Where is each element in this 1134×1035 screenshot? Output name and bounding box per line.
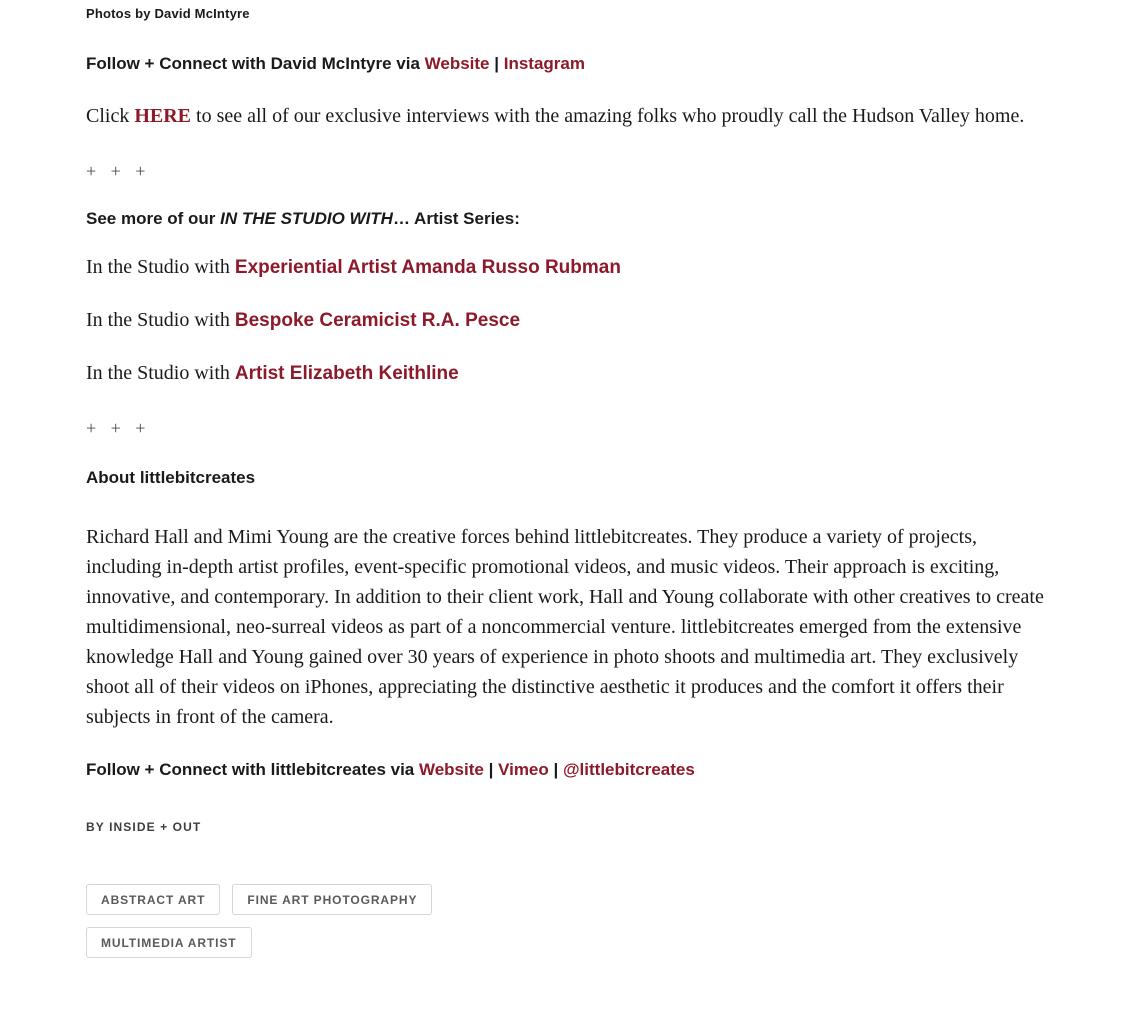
littlebit-instagram-link[interactable]: @littlebitcreates xyxy=(562,759,695,779)
follow-littlebitcreates-line xyxy=(86,732,1048,780)
studio-link-prefix: In the Studio with xyxy=(86,308,235,331)
tag-row xyxy=(86,927,786,958)
mcintyre-instagram-link[interactable]: Instagram xyxy=(503,54,585,73)
studio-link-prefix: In the Studio with xyxy=(86,255,235,278)
series-heading xyxy=(86,182,1048,229)
studio-link-prefix: In the Studio with xyxy=(86,361,235,384)
click-here-prefix: Click xyxy=(86,104,135,127)
littlebit-website-link[interactable]: Website xyxy=(418,759,484,779)
studio-link-row xyxy=(86,229,1048,282)
mcintyre-website-link[interactable]: Website xyxy=(424,54,490,73)
studio-link-ra-pesce[interactable]: Bespoke Ceramicist R.A. Pesce xyxy=(234,309,521,331)
series-heading-prefix: See more of our xyxy=(86,208,221,228)
tag-abstract-art[interactable]: ABSTRACT ART xyxy=(86,884,220,915)
here-link[interactable]: HERE xyxy=(134,104,192,127)
tag-row xyxy=(86,884,786,915)
studio-link-row xyxy=(86,335,1048,388)
littlebit-vimeo-link[interactable]: Vimeo xyxy=(498,759,549,779)
section-separator-1: + + + xyxy=(86,160,151,181)
tag-multimedia-artist[interactable]: MULTIMEDIA ARTIST xyxy=(86,927,252,958)
series-heading-emphasis: IN THE STUDIO WITH xyxy=(220,208,393,228)
studio-link-elizabeth-keithline[interactable]: Artist Elizabeth Keithline xyxy=(234,362,459,384)
follow-littlebit-prefix: Follow + Connect with littlebitcreates via xyxy=(86,759,419,779)
follow-littlebit-separator: | xyxy=(548,759,563,779)
tag-list xyxy=(86,834,786,958)
studio-link-amanda-russo-rubman[interactable]: Experiential Artist Amanda Russo Rubman xyxy=(234,256,621,278)
about-body-paragraph: Richard Hall and Mimi Young are the creative forces behind littlebitcreates. They produce a variety of projects, including in-depth artist profiles, event-specific promotional videos, and music videos. Their approach is exciting, innovative, and contemporary. In addition to their client work, Hall and Young collaborate with other creatives to create multidimensional, neo-surreal videos as part of a noncommercial venture. littlebitcreates emerged from the extensive knowledge Hall and Young gained over 30 years of experience in photo shoots and multimedia art. They exclusively shoot all of their videos on iPhones, appreciating the distinctive aesthetic it produces and the comfort it offers their subjects in front of the camera. xyxy=(86,525,1044,728)
about-heading: About littlebitcreates xyxy=(86,467,256,487)
studio-link-row xyxy=(86,282,1048,335)
click-here-suffix: to see all of our exclusive interviews with the amazing folks who proudly call the Hudson Valley home. xyxy=(191,104,1025,127)
tag-fine-art-photography[interactable]: FINE ART PHOTOGRAPHY xyxy=(232,884,432,915)
byline: BY INSIDE + OUT xyxy=(86,819,202,834)
follow-mcintyre-prefix: Follow + Connect with David McIntyre via xyxy=(86,54,425,73)
section-separator-2: + + + xyxy=(86,417,151,438)
follow-mcintyre-line xyxy=(86,21,1048,77)
follow-mcintyre-separator: | xyxy=(489,54,504,73)
series-heading-suffix: … Artist Series: xyxy=(392,208,520,228)
photo-credit: Photos by David McIntyre xyxy=(86,6,250,21)
click-here-paragraph xyxy=(86,77,1048,131)
follow-littlebit-separator: | xyxy=(483,759,499,779)
